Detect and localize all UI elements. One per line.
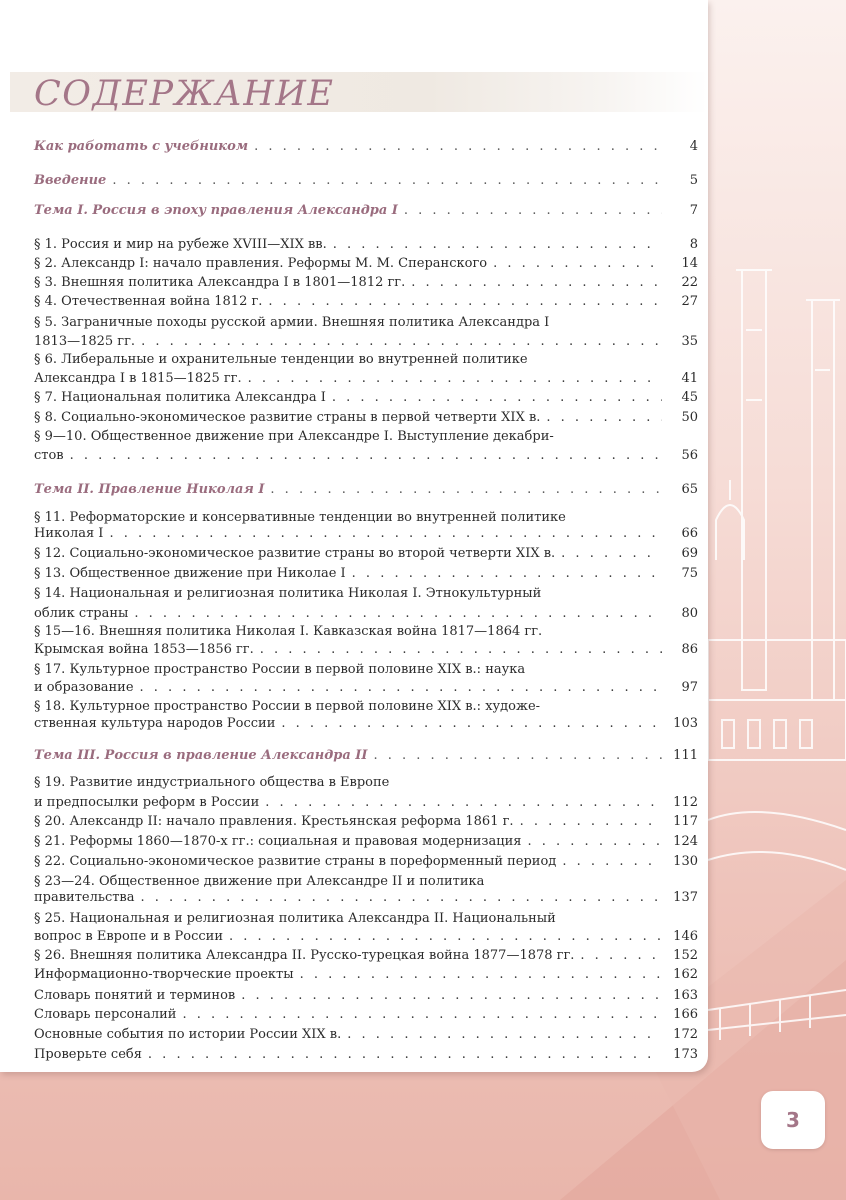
toc-entry[interactable] (34, 388, 698, 407)
toc-page-number: 117 (673, 814, 698, 829)
toc-entry-title: § 23—24. Общественное движение при Александре II и политика (34, 874, 485, 889)
toc-entry[interactable] (34, 1045, 698, 1064)
toc-dot-leader (182, 1005, 662, 1024)
toc-dot-leader (229, 927, 662, 946)
toc-entry[interactable] (34, 524, 698, 543)
toc-page-number: 45 (681, 390, 698, 405)
toc-dot-leader (140, 888, 662, 907)
toc-entry-title: § 15—16. Внешняя политика Николая I. Кавказская война 1817—1864 гг. (34, 624, 543, 639)
toc-page-number: 35 (681, 334, 698, 349)
toc-entry[interactable] (34, 604, 698, 623)
toc-page-number: 75 (681, 566, 698, 581)
toc-entry-title: § 2. Александр I: начало правления. Реформы М. М. Сперанского (34, 256, 488, 271)
toc-entry-title: § 18. Культурное пространство России в первой половине XIX в.: художе- (34, 699, 541, 714)
toc-page-number: 41 (681, 371, 698, 386)
toc-entry-title: § 1. Россия и мир на рубеже XVIII—XIX вв. (34, 237, 327, 252)
toc-entry-title: Информационно-творческие проекты (34, 967, 294, 982)
toc-section-heading[interactable] (34, 480, 698, 499)
toc-entry-title: Тема III. Россия в правление Александра II (34, 748, 368, 763)
toc-entry-title: Тема II. Правление Николая I (34, 482, 265, 497)
toc-entry-title: правительства (34, 890, 135, 905)
toc-page-number: 163 (673, 988, 698, 1003)
toc-entry[interactable] (34, 946, 698, 965)
toc-entry-title: Словарь персоналий (34, 1007, 177, 1022)
toc-entry[interactable] (34, 427, 698, 446)
toc-page-number: 130 (673, 854, 698, 869)
toc-entry-title: § 5. Заграничные походы русской армии. Внешняя политика Александра I (34, 315, 550, 330)
toc-section-heading[interactable] (34, 746, 698, 765)
toc-dot-leader (134, 604, 662, 623)
page-number-badge: 3 (761, 1091, 825, 1149)
toc-page-number: 7 (689, 203, 698, 218)
toc-dot-leader (241, 986, 662, 1005)
toc-entry-title: § 13. Общественное движение при Николае I (34, 566, 346, 581)
toc-page-number: 137 (673, 890, 698, 905)
toc-page-number: 27 (681, 294, 698, 309)
toc-page-number: 97 (681, 680, 698, 695)
toc-entry[interactable] (34, 888, 698, 907)
toc-entry-title: Тема I. Россия в эпоху правления Александра I (34, 203, 398, 218)
toc-page-number: 5 (689, 173, 698, 188)
toc-dot-leader (268, 292, 662, 311)
toc-entry[interactable] (34, 622, 698, 641)
page-title: СОДЕРЖАНИЕ (34, 74, 335, 114)
toc-dot-leader (140, 678, 662, 697)
toc-page-number: 162 (673, 967, 698, 982)
toc-page-number: 173 (673, 1047, 698, 1062)
toc-page-number: 66 (681, 526, 698, 541)
toc-entry-title: § 11. Реформаторские и консервативные тенденции во внутренней политике (34, 510, 566, 525)
toc-entry-title: § 4. Отечественная война 1812 г. (34, 294, 263, 309)
toc-page-number: 80 (681, 606, 698, 621)
toc-entry-title: Николая I (34, 526, 104, 541)
toc-entry-title: стов (34, 448, 64, 463)
toc-dot-leader (546, 408, 662, 427)
toc-entry[interactable] (34, 793, 698, 812)
toc-entry[interactable] (34, 852, 698, 871)
toc-entry-title: § 6. Либеральные и охранительные тенденции во внутренней политике (34, 352, 528, 367)
toc-dot-leader (580, 946, 662, 965)
toc-dot-leader (561, 544, 662, 563)
toc-entry-title: Александра I в 1815—1825 гг. (34, 371, 242, 386)
toc-section-heading[interactable] (34, 137, 698, 156)
toc-page-number: 172 (673, 1027, 698, 1042)
toc-entry-title: § 25. Национальная и религиозная политика Александра II. Национальный (34, 911, 556, 926)
toc-entry[interactable] (34, 369, 698, 388)
toc-section-heading[interactable] (34, 171, 698, 190)
toc-dot-leader (248, 369, 662, 388)
toc-entry-title: Словарь понятий и терминов (34, 988, 236, 1003)
toc-entry-title: § 21. Реформы 1860—1870-х гг.: социальная и правовая модернизация (34, 834, 522, 849)
toc-entry[interactable] (34, 678, 698, 697)
toc-entry[interactable] (34, 273, 698, 292)
toc-entry-title: Проверьте себя (34, 1047, 142, 1062)
toc-entry[interactable] (34, 986, 698, 1005)
toc-entry[interactable] (34, 350, 698, 369)
toc-entry[interactable] (34, 584, 698, 603)
toc-page-number: 112 (673, 795, 698, 810)
toc-page-number: 50 (681, 410, 698, 425)
toc-page-number: 86 (681, 642, 698, 657)
toc-entry[interactable] (34, 292, 698, 311)
toc-entry-title: Крымская война 1853—1856 гг. (34, 642, 254, 657)
toc-dot-leader (333, 235, 662, 254)
toc-dot-leader (562, 852, 662, 871)
toc-entry[interactable] (34, 909, 698, 928)
toc-dot-leader (260, 640, 662, 659)
toc-page-number: 8 (689, 237, 698, 252)
toc-entry[interactable] (34, 544, 698, 563)
toc-entry-title: и предпосылки реформ в России (34, 795, 260, 810)
toc-dot-leader (347, 1025, 662, 1044)
toc-entry-title: ственная культура народов России (34, 716, 276, 731)
toc-entry-title: вопрос в Европе и в России (34, 929, 223, 944)
toc-page-number: 152 (673, 948, 698, 963)
toc-entry-title: § 14. Национальная и религиозная политика Николая I. Этнокультурный (34, 586, 542, 601)
toc-entry[interactable] (34, 927, 698, 946)
toc-entry[interactable] (34, 254, 698, 273)
toc-entry-title: § 20. Александр II: начало правления. Крестьянская реформа 1861 г. (34, 814, 514, 829)
toc-entry[interactable] (34, 832, 698, 851)
toc-entry[interactable] (34, 332, 698, 351)
toc-dot-leader (332, 388, 662, 407)
toc-entry[interactable] (34, 660, 698, 679)
toc-dot-leader (148, 1045, 662, 1064)
toc-entry-title: облик страны (34, 606, 129, 621)
toc-entry[interactable] (34, 235, 698, 254)
toc-entry-title: Основные события по истории России XIX в. (34, 1027, 342, 1042)
toc-section-heading[interactable] (34, 201, 698, 220)
toc-page-number: 65 (681, 482, 698, 497)
toc-entry-title: § 19. Развитие индустриального общества в Европе (34, 775, 390, 790)
toc-entry-title: § 8. Социально-экономическое развитие страны в первой четверти XIX в. (34, 410, 541, 425)
toc-dot-leader (528, 832, 663, 851)
toc-dot-leader (493, 254, 662, 273)
toc-entry-title: § 7. Национальная политика Александра I (34, 390, 326, 405)
toc-page-number: 124 (673, 834, 698, 849)
toc-entry[interactable] (34, 1005, 698, 1024)
toc-entry[interactable] (34, 408, 698, 427)
toc-dot-leader (520, 812, 662, 831)
toc-page-number: 14 (681, 256, 698, 271)
toc-entry-title: § 9—10. Общественное движение при Александре I. Выступление декабри- (34, 429, 554, 444)
toc-entry[interactable] (34, 714, 698, 733)
toc-entry-title: и образование (34, 680, 134, 695)
toc-entry[interactable] (34, 640, 698, 659)
toc-entry-title: § 22. Социально-экономическое развитие страны в пореформенный период (34, 854, 557, 869)
toc-entry-title: § 12. Социально-экономическое развитие страны во второй четверти XIX в. (34, 546, 556, 561)
toc-entry-title: 1813—1825 гг. (34, 334, 136, 349)
toc-dot-leader (300, 965, 662, 984)
toc-page-number: 166 (673, 1007, 698, 1022)
toc-dot-leader (70, 446, 662, 465)
toc-entry-title: § 3. Внешняя политика Александра I в 1801—1812 гг. (34, 275, 406, 290)
toc-dot-leader (411, 273, 662, 292)
toc-dot-leader (254, 137, 662, 156)
toc-entry[interactable] (34, 773, 698, 792)
toc-dot-leader (404, 201, 662, 220)
toc-dot-leader (373, 746, 662, 765)
toc-page-number: 103 (673, 716, 698, 731)
toc-dot-leader (141, 332, 662, 351)
toc-dot-leader (352, 564, 662, 583)
toc-page-number: 146 (673, 929, 698, 944)
toc-page-number: 56 (681, 448, 698, 463)
toc-dot-leader (109, 524, 662, 543)
toc-entry[interactable] (34, 812, 698, 831)
toc-entry[interactable] (34, 564, 698, 583)
toc-page-number: 69 (681, 546, 698, 561)
toc-entry-title: Как работать с учебником (34, 139, 249, 154)
toc-entry[interactable] (34, 446, 698, 465)
toc-page-number: 111 (673, 748, 698, 763)
toc-dot-leader (281, 714, 662, 733)
toc-dot-leader (265, 793, 662, 812)
toc-entry[interactable] (34, 313, 698, 332)
toc-entry-title: Введение (34, 173, 107, 188)
toc-page-number: 4 (689, 139, 698, 154)
toc-entry-title: § 26. Внешняя политика Александра II. Русско-турецкая война 1877—1878 гг. (34, 948, 575, 963)
toc-entry[interactable] (34, 1025, 698, 1044)
toc-entry-title: § 17. Культурное пространство России в первой половине XIX в.: наука (34, 662, 526, 677)
toc-entry[interactable] (34, 965, 698, 984)
toc-dot-leader (112, 171, 662, 190)
toc-page-number: 22 (681, 275, 698, 290)
toc-dot-leader (270, 480, 662, 499)
